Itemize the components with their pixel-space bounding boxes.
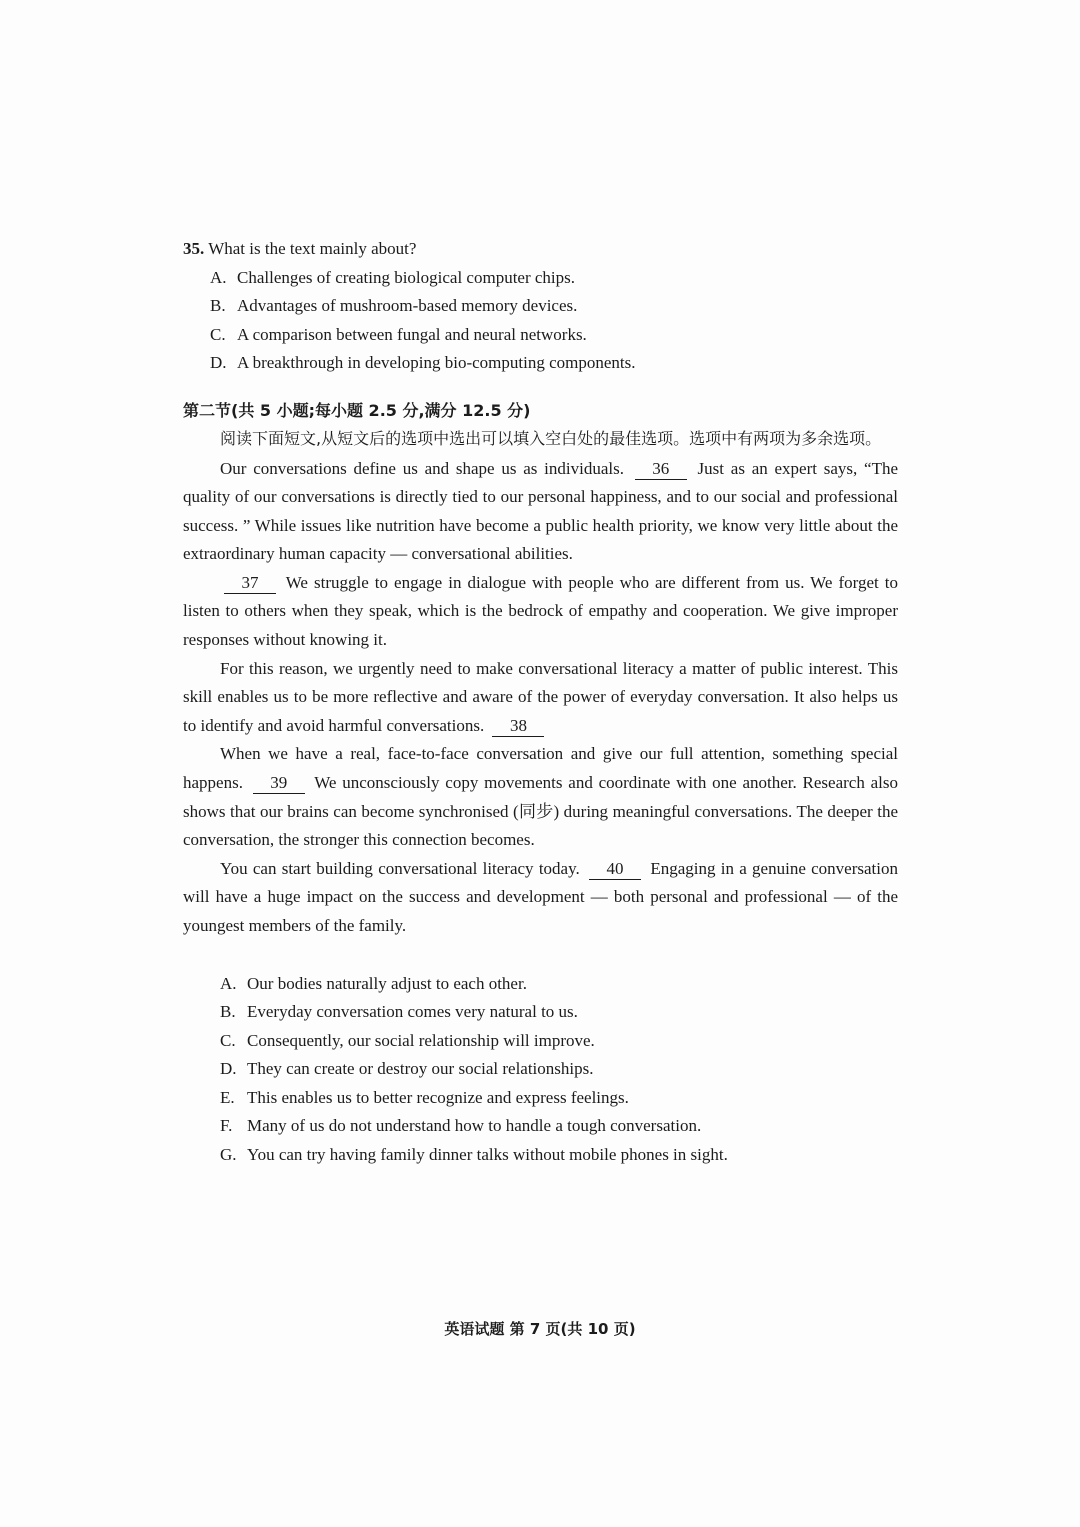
choice-f: F. Many of us do not understand how to handle a tough conversation. [220, 1116, 702, 1136]
blank-38: 38 [492, 716, 544, 737]
option-a: A. Challenges of creating biological computer chips. [210, 267, 576, 287]
option-c: C. A comparison between fungal and neural networks. [210, 324, 587, 344]
page-footer: 英语试题 第 7 页(共 10 页) [444, 1320, 636, 1338]
passage-paragraph-4: When we have a real, face-to-face conversation and give our full attention, something special happens. 39 We unconsciously copy movements and coordinate with one another. Research also shows that our brains can become synchronised (同步) during meaningful conversations. The deeper the conversation, the stronger this connection becomes. [183, 744, 898, 850]
section-title: 第二节(共 5 小题;每小题 2.5 分,满分 12.5 分) [183, 400, 531, 420]
choice-d: D. They can create or destroy our social relationships. [220, 1059, 594, 1079]
choice-e: E. This enables us to better recognize and express feelings. [220, 1087, 629, 1107]
choice-g: G. You can try having family dinner talks without mobile phones in sight. [220, 1144, 728, 1164]
blank-40: 40 [589, 859, 641, 880]
blank-37: 37 [224, 573, 276, 594]
reading-passage [183, 455, 898, 941]
passage-paragraph-2: 37 We struggle to engage in dialogue with people who are different from us. We forget to listen to others when they speak, which is the bedrock of empathy and cooperation. We give improper responses without knowing it. [183, 572, 898, 650]
question-stem [183, 235, 898, 264]
choice-a: A. Our bodies naturally adjust to each other. [220, 973, 527, 993]
option-d: D. A breakthrough in developing bio-computing components. [210, 353, 636, 372]
question-35 [183, 235, 898, 378]
question-number: 35. [183, 239, 205, 258]
blank-36: 36 [635, 459, 687, 480]
passage-paragraph-5: You can start building conversational literacy today. 40 Engaging in a genuine conversation will have a huge impact on the success and development — both personal and professional — of the youngest members of the family. [183, 858, 898, 935]
answer-choices [183, 970, 898, 1170]
section-instruction: 阅读下面短文,从短文后的选项中选出可以填入空白处的最佳选项。选项中有两项为多余选项。 [220, 429, 882, 448]
blank-39: 39 [253, 773, 305, 794]
choice-b: B. Everyday conversation comes very natural to us. [220, 1002, 578, 1022]
question-text: What is the text mainly about? [208, 239, 417, 258]
passage-paragraph-3: For this reason, we urgently need to make conversational literacy a matter of public interest. This skill enables us to be more reflective and aware of the power of everyday conversation. It also helps us to identify and avoid harmful conversations. 38 [183, 658, 898, 735]
option-b: B. Advantages of mushroom-based memory devices. [210, 296, 578, 315]
choice-c: C. Consequently, our social relationship will improve. [220, 1030, 595, 1050]
page-content [183, 235, 898, 1169]
passage-paragraph-1: Our conversations define us and shape us as individuals. 36 Just as an expert says, “The quality of our conversations is directly tied to our personal happiness, and to our social and professional success. ” While issues like nutrition have become a public health priority, we know very little about the extraordinary human capacity — conversational abilities. [183, 458, 899, 564]
